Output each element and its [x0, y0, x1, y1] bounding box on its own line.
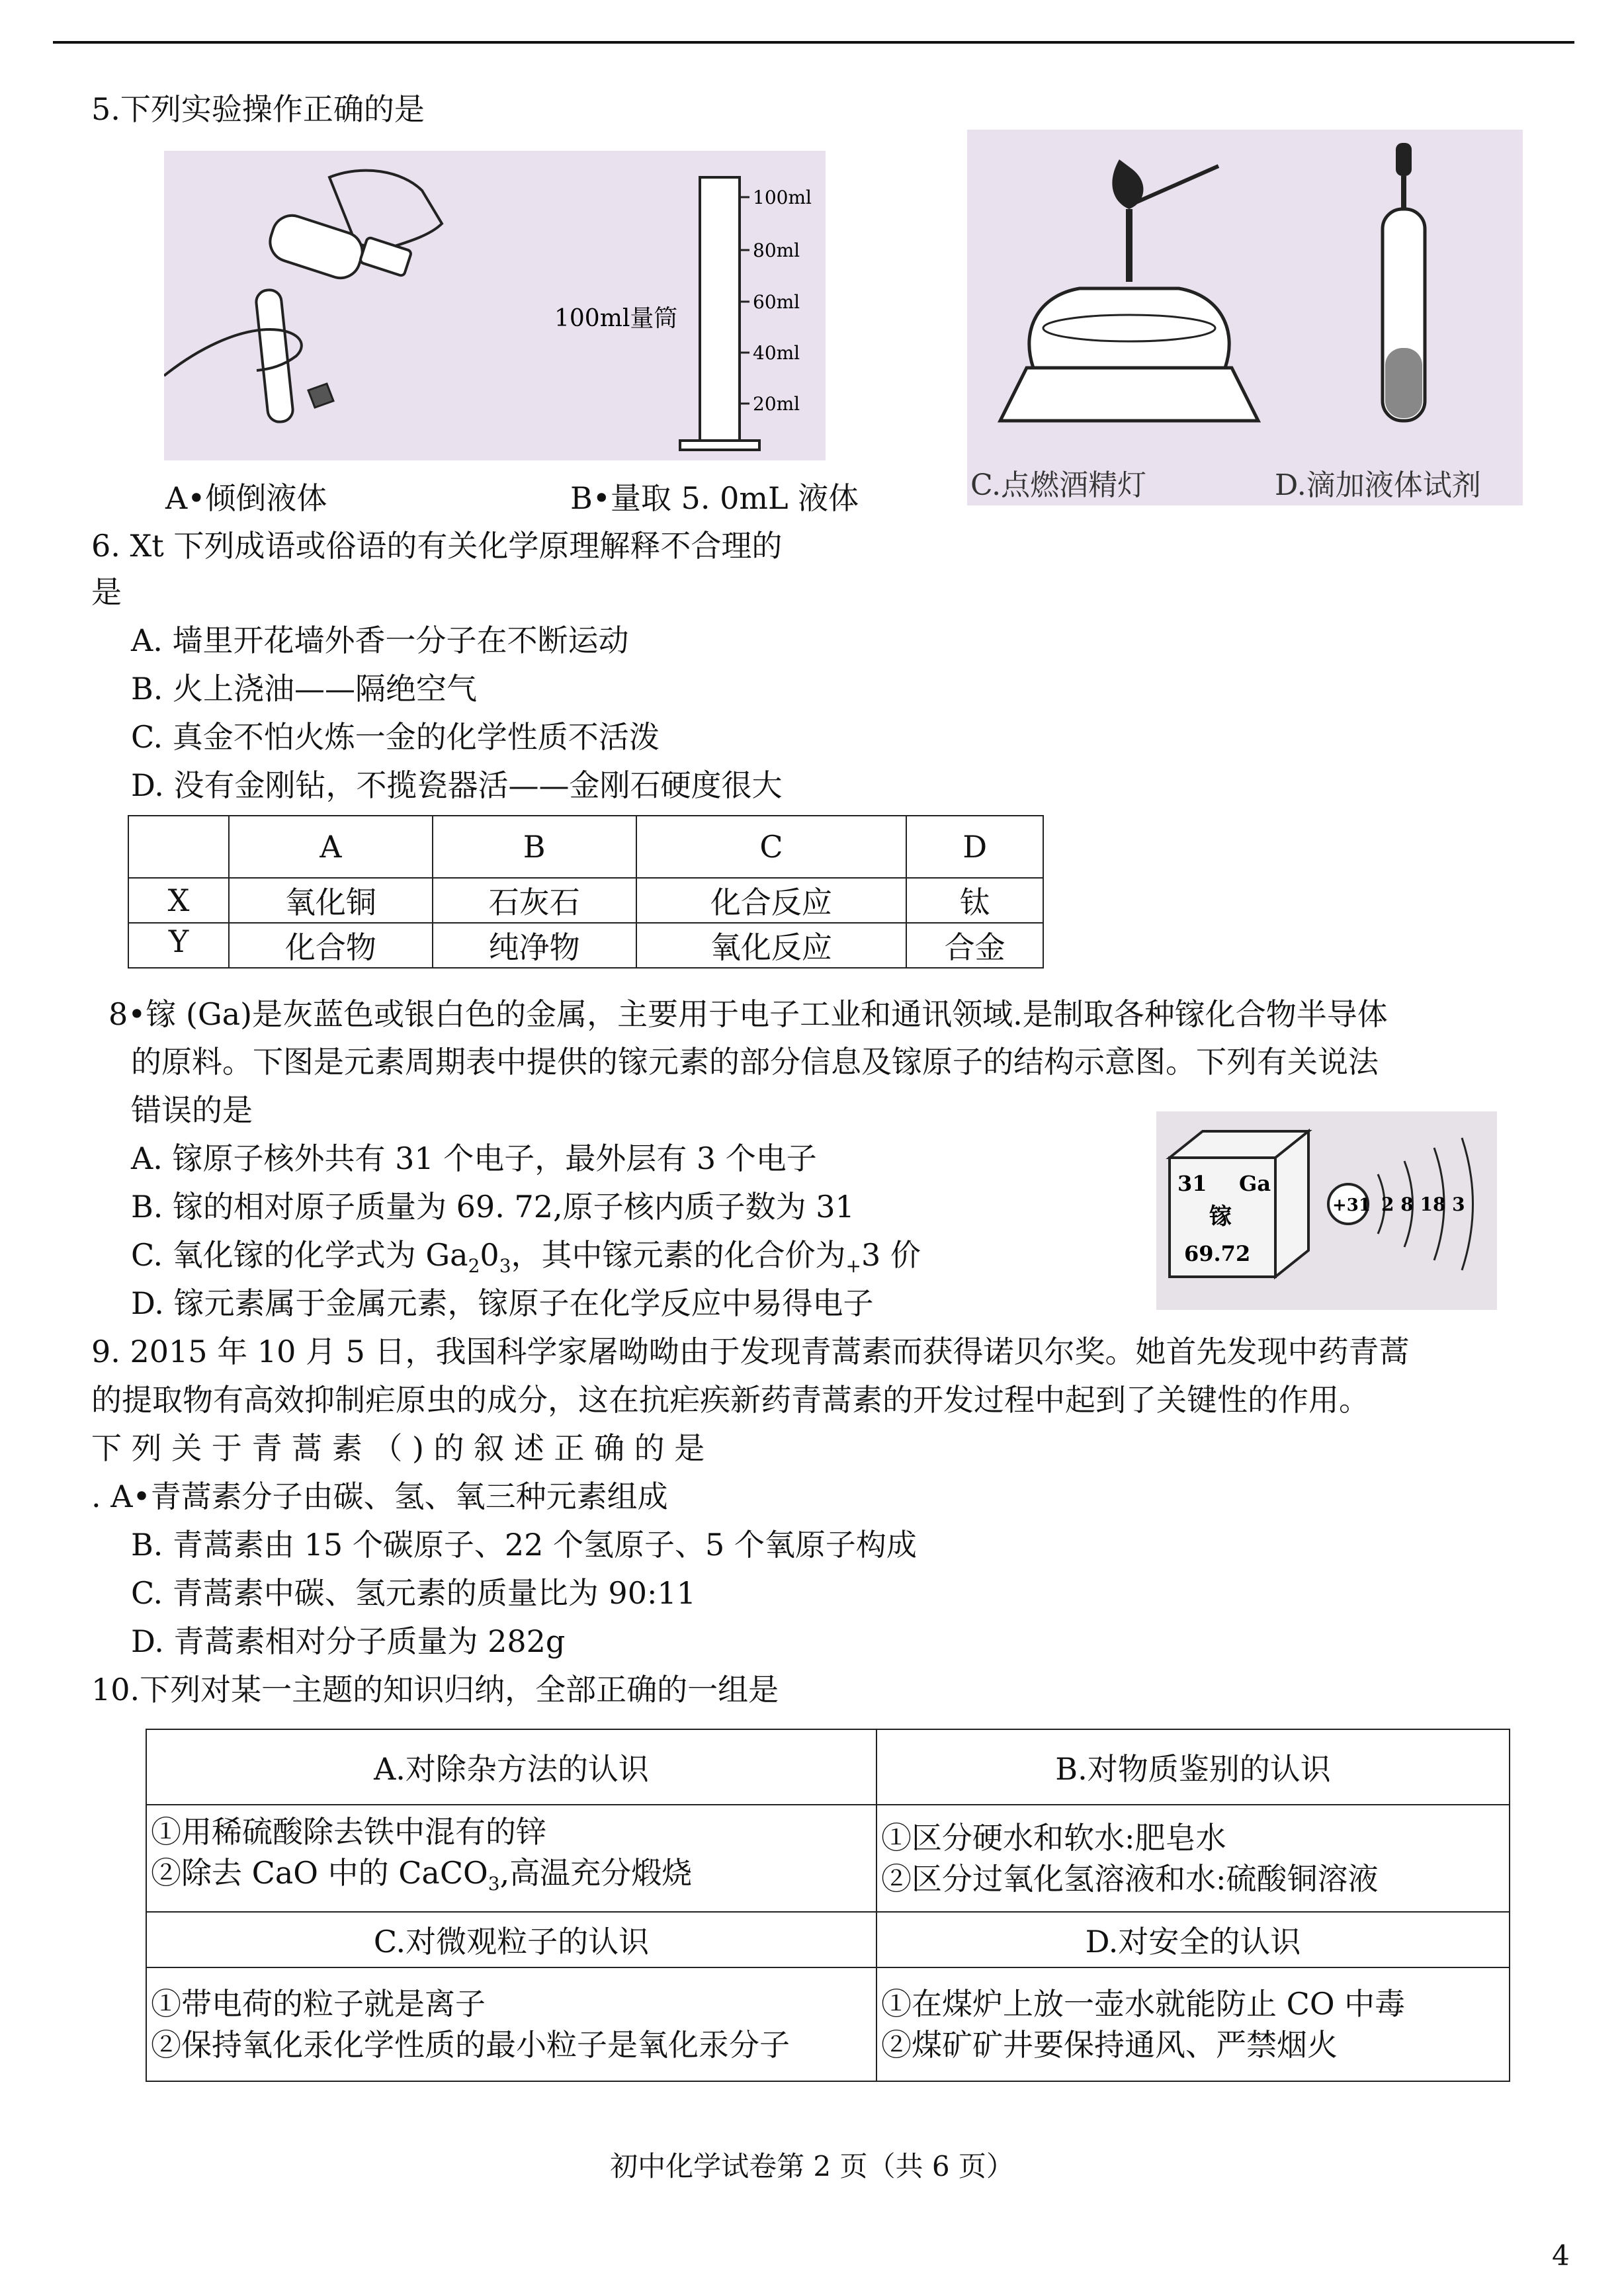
atom-nucleus: +31 [1332, 1195, 1371, 1215]
table-10-row-ab-title [146, 1729, 1510, 1805]
table-7-header-blank [128, 816, 229, 878]
table-10-body-c [146, 1967, 876, 2081]
table-10 [146, 1729, 1510, 2082]
table-7-header-row [128, 816, 1043, 878]
q10-stem: 10.下列对某一主题的知识归纳，全部正确的一组是 [91, 1672, 779, 1707]
atom-shells: 2 8 18 3 [1381, 1193, 1465, 1215]
q8-option-d: D. 镓元素属于金属元素，镓原子在化学反应中易得电子 [131, 1285, 874, 1321]
table-7-cell: 纯净物 [433, 923, 636, 968]
table-7-cell: 氧化反应 [636, 923, 907, 968]
table-7-row-y [128, 923, 1043, 968]
element-number: 31 [1177, 1171, 1207, 1196]
tick-60ml: 60ml [753, 291, 800, 313]
tick-80ml: 80ml [753, 239, 800, 261]
page-footer: 初中化学试卷第 2 页（共 6 页） [610, 2150, 1014, 2182]
table-10-c-line1: ①带电荷的粒子就是离子 [151, 1986, 486, 2022]
table-10-body-d [876, 1967, 1510, 2081]
q5-caption-b: B•量取 5. 0mL 液体 [570, 480, 859, 516]
table-7-header-b: B [433, 816, 636, 878]
q6-option-b: B. 火上浇油——隔绝空气 [131, 671, 478, 707]
table-10-d-line2: ②煤矿矿井要保持通风、严禁烟火 [881, 2027, 1338, 2063]
q5-figure-cd [967, 130, 1523, 505]
tick-20ml: 20ml [753, 393, 800, 415]
q8-option-a: A. 镓原子核外共有 31 个电子，最外层有 3 个电子 [131, 1141, 817, 1176]
q8-option-c-end: 3 价 [861, 1237, 921, 1273]
table-7-cell: 石灰石 [433, 878, 636, 923]
q9-option-a: . A•青蒿素分子由碳、氢、氧三种元素组成 [91, 1479, 668, 1514]
q9-stem-line2: 的提取物有高效抑制疟原虫的成分，这在抗疟疾新药青蒿素的开发过程中起到了关键性的作用。 [91, 1382, 1369, 1418]
cylinder-label: 100ml量筒 [554, 305, 678, 332]
element-mass: 69.72 [1184, 1241, 1251, 1266]
table-10-a-line2 [151, 1852, 872, 1905]
q5-stem: 5.下列实验操作正确的是 [91, 91, 425, 127]
table-10-body-a [146, 1805, 876, 1912]
table-10-a-line1: ①用稀硫酸除去铁中混有的锌 [151, 1814, 546, 1850]
table-10-b-line2: ②区分过氧化氢溶液和水:硫酸铜溶液 [881, 1861, 1379, 1897]
table-10-row-cd-body [146, 1967, 1510, 2081]
q5-caption-a: A•倾倒液体 [165, 480, 327, 516]
table-7-header-a: A [229, 816, 433, 878]
table-7-cell: 合金 [906, 923, 1043, 968]
table-7-cell: Y [128, 923, 229, 968]
q6-stem-line1: 6. Xt 下列成语或俗语的有关化学原理解释不合理的 [91, 528, 783, 564]
q8-option-c-pre: C. 氧化镓的化学式为 Ga [131, 1237, 468, 1273]
tick-100ml: 100ml [753, 187, 812, 208]
table-7-cell: X [128, 878, 229, 923]
gallium-figure [1156, 1111, 1497, 1310]
top-rule [53, 41, 1574, 44]
q9-option-c: C. 青蒿素中碳、氢元素的质量比为 90:11 [131, 1575, 696, 1611]
table-7 [128, 815, 1044, 969]
tick-40ml: 40ml [753, 342, 800, 364]
q9-stem-line1: 9. 2015 年 10 月 5 日，我国科学家屠呦呦由于发现青蒿素而获得诺贝尔奖。她首先发现中药青蒿 [91, 1334, 1410, 1369]
q8-option-c-sub1: 2 [468, 1255, 480, 1277]
gallium-figure-drawing [1156, 1111, 1497, 1310]
element-symbol: Ga [1239, 1171, 1271, 1196]
table-7-cell: 钛 [906, 878, 1043, 923]
q8-option-c [131, 1237, 921, 1277]
q6-option-a: A. 墙里开花墙外香一分子在不断运动 [131, 623, 629, 658]
table-10-title-a: A.对除杂方法的认识 [146, 1729, 876, 1805]
page-number: 4 [1552, 2239, 1570, 2272]
q6-stem-line2: 是 [91, 574, 122, 610]
table-10-row-cd-title [146, 1912, 1510, 1967]
table-10-title-b: B.对物质鉴别的认识 [876, 1729, 1510, 1805]
q8-stem-line2: 的原料。下图是元素周期表中提供的镓元素的部分信息及镓原子的结构示意图。下列有关说法 [131, 1044, 1379, 1080]
table-7-header-d: D [906, 816, 1043, 878]
table-10-d-line1: ①在煤炉上放一壶水就能防止 CO 中毒 [881, 1986, 1406, 2022]
q8-option-c-sub2: 3 [499, 1255, 511, 1277]
table-10-a-line2-post: ,高温充分煅烧 [499, 1855, 693, 1891]
q8-option-c-mid: 0 [480, 1237, 499, 1273]
q8-option-c-post: ，其中镓元素的化合价为 [511, 1237, 846, 1273]
table-7-cell: 化合物 [229, 923, 433, 968]
table-10-c-line2: ②保持氧化汞化学性质的最小粒子是氧化汞分子 [151, 2027, 790, 2063]
table-7-cell: 氧化铜 [229, 878, 433, 923]
q5-caption-c: C.点燃酒精灯 [970, 468, 1147, 502]
table-7-cell: 化合反应 [636, 878, 907, 923]
element-name: 镓 [1209, 1203, 1232, 1230]
q8-stem-line3: 错误的是 [131, 1092, 253, 1128]
q9-option-d: D. 青蒿素相对分子质量为 282g [131, 1623, 566, 1659]
table-10-row-ab-body [146, 1805, 1510, 1912]
q9-option-b: B. 青蒿素由 15 个碳原子、22 个氢原子、5 个氧原子构成 [131, 1527, 917, 1563]
q5-caption-d: D.滴加液体试剂 [1275, 468, 1481, 502]
q8-stem-line1: 8•镓 (Ga)是灰蓝色或银白色的金属，主要用于电子工业和通讯领域.是制取各种镓化合物半导体 [108, 996, 1388, 1032]
table-7-row-x [128, 878, 1043, 923]
q8-option-b: B. 镓的相对原子质量为 69. 72,原子核内质子数为 31 [131, 1189, 855, 1225]
table-7-header-c: C [636, 816, 907, 878]
q9-stem-line3: 下 列 关 于 青 蒿 素 （ ) 的 叙 述 正 确 的 是 [91, 1430, 705, 1466]
q5-figure-ab-drawing [164, 151, 826, 460]
table-10-a-line2-pre: ②除去 CaO 中的 CaCO [151, 1855, 488, 1891]
table-10-a-line2-sub: 3 [488, 1873, 500, 1895]
q6-option-d: D. 没有金刚钻，不揽瓷器活——金刚石硬度很大 [131, 767, 783, 803]
table-10-title-d: D.对安全的认识 [876, 1912, 1510, 1967]
q5-figure-ab [164, 151, 826, 460]
q5-figure-cd-drawing [967, 130, 1523, 505]
table-10-b-line1: ①区分硬水和软水:肥皂水 [881, 1820, 1226, 1856]
q8-option-c-sign: + [845, 1255, 861, 1277]
table-10-body-b [876, 1805, 1510, 1912]
table-10-title-c: C.对微观粒子的认识 [146, 1912, 876, 1967]
q6-option-c: C. 真金不怕火炼一金的化学性质不活泼 [131, 719, 660, 755]
